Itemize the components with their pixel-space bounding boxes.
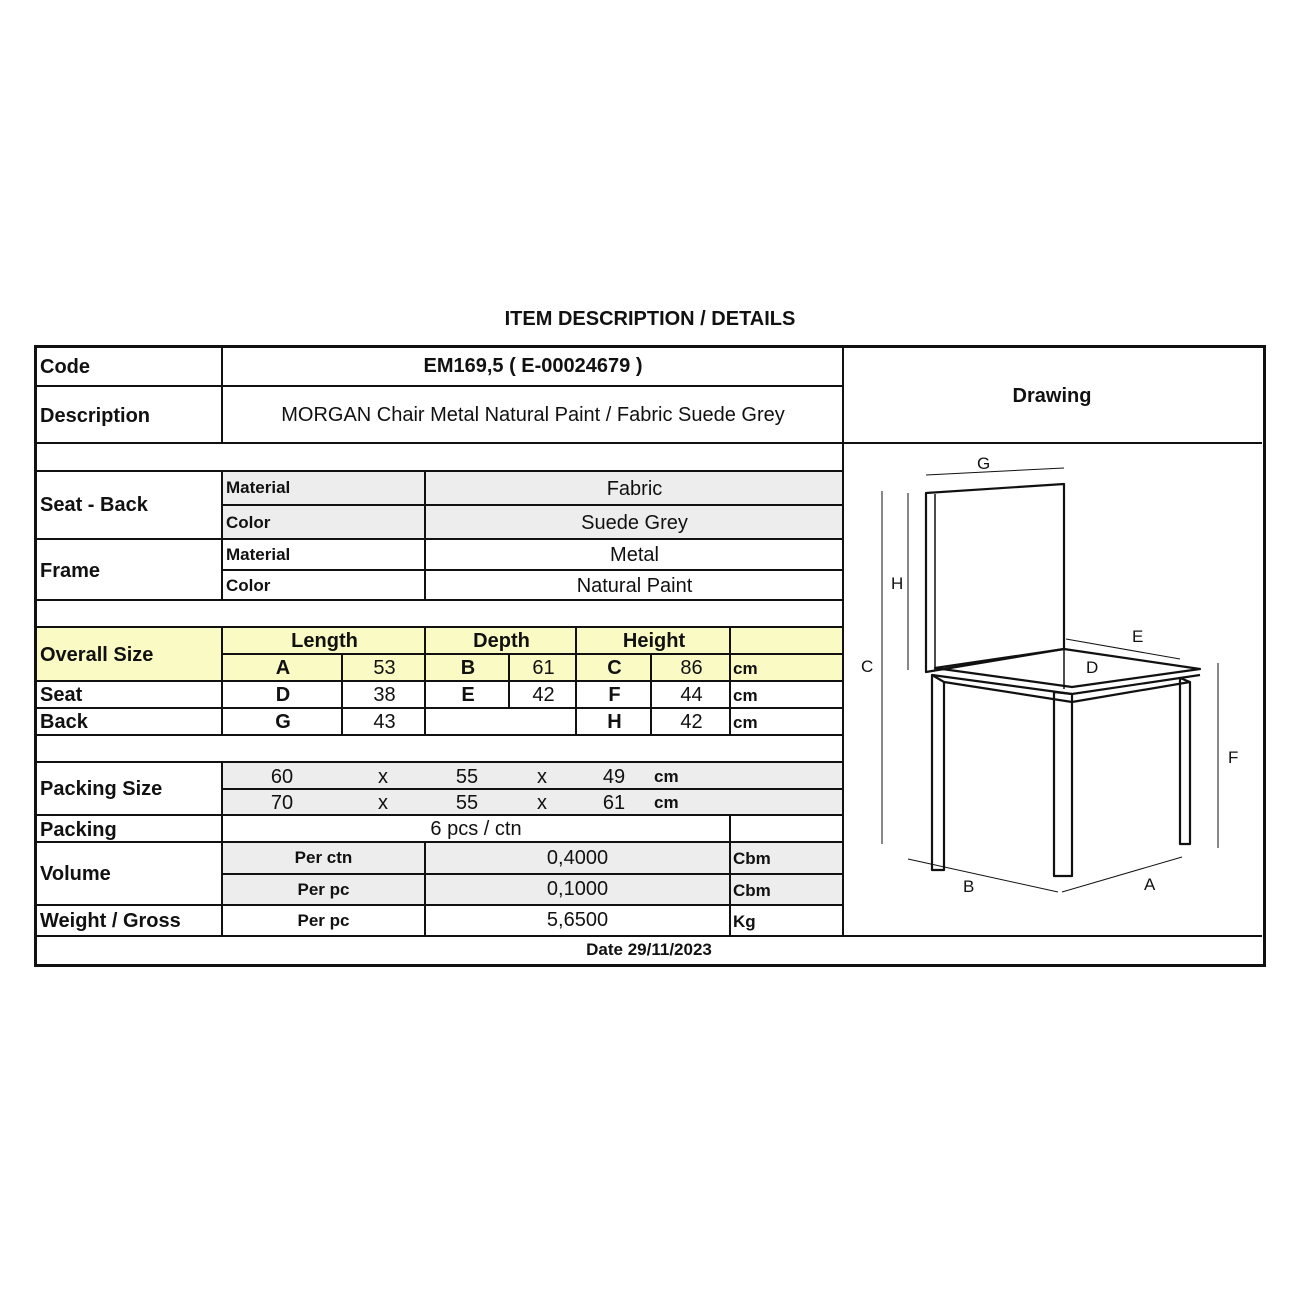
pack1-x2: x [537,766,547,788]
back-unit: cm [733,713,758,732]
seat-dims-label: Seat [40,684,83,706]
pack2-x1: x [378,792,388,814]
code-value: EM169,5 ( E-00024679 ) [423,355,643,377]
overall-c-value: 86 [680,657,703,679]
seat-material-label: Material [226,478,291,497]
seat-back-label: Seat - Back [40,494,148,516]
pack1-height: 49 [602,766,626,788]
overall-a-letter: A [275,657,291,679]
drawing-label: Drawing [1012,385,1092,407]
volume-per-ctn-label: Per ctn [294,848,353,867]
volume-label: Volume [40,863,111,885]
date-footer: Date 29/11/2023 [586,940,712,959]
weight-unit: Kg [733,912,756,931]
overall-b-value: 61 [532,657,555,679]
drawing-letter-d: D [1086,658,1099,677]
back-h-value: 42 [680,711,703,733]
frame-color-label: Color [226,576,271,595]
pack2-x2: x [537,792,547,814]
drawing-letter-f: F [1228,748,1239,767]
overall-a-value: 53 [373,657,396,679]
back-g-value: 43 [373,711,396,733]
back-h-letter: H [607,711,622,733]
chair-leg-front-right [1180,678,1190,844]
back-dims-label: Back [40,711,88,733]
pack1-x1: x [378,766,388,788]
seat-d-letter: D [275,684,291,706]
overall-b-letter: B [460,657,476,679]
pack1-length: 60 [270,766,294,788]
seat-f-value: 44 [680,684,703,706]
document-title: ITEM DESCRIPTION / DETAILS [504,308,796,330]
chair-leg-back-left [932,675,944,870]
drawing-letter-c: C [861,657,874,676]
drawing-letter-a: A [1144,875,1156,894]
seat-d-value: 38 [373,684,396,706]
seat-color-value: Suede Grey [581,512,688,534]
pack2-width: 55 [455,792,479,814]
frame-color-value: Natural Paint [576,575,693,597]
seat-material-value: Fabric [606,478,663,500]
pack1-unit: cm [654,767,679,786]
description-value: MORGAN Chair Metal Natural Paint / Fabric Suede Grey [281,404,785,426]
overall-size-label: Overall Size [40,644,154,666]
frame-material-value: Metal [610,544,659,566]
weight-value: 5,6500 [546,909,609,931]
pack2-unit: cm [654,793,679,812]
packing-size-label: Packing Size [40,778,163,800]
seat-e-letter: E [461,684,475,706]
drawing-letter-g: G [977,454,991,473]
code-label: Code [40,356,90,378]
weight-per-pc-label: Per pc [297,911,350,930]
depth-header: Depth [473,630,530,652]
height-header: Height [622,630,686,652]
seat-e-value: 42 [532,684,555,706]
drawing-letter-e: E [1132,627,1144,646]
packing-value: 6 pcs / ctn [430,818,522,840]
length-header: Length [291,630,358,652]
back-g-letter: G [275,711,291,733]
drawing-letter-h: H [891,574,904,593]
frame-label: Frame [40,560,101,582]
volume-per-ctn-unit: Cbm [733,849,771,868]
chair-leg-front-mid [1054,692,1072,876]
pack1-width: 55 [455,766,479,788]
pack2-height: 61 [602,792,626,814]
overall-c-letter: C [607,657,622,679]
volume-per-pc-unit: Cbm [733,881,771,900]
volume-per-pc-label: Per pc [297,880,350,899]
drawing-letter-b: B [963,877,975,896]
frame-material-label: Material [226,545,291,564]
chair-backrest [926,484,1064,672]
seat-unit: cm [733,686,758,705]
seat-f-letter: F [608,684,621,706]
description-label: Description [40,405,151,427]
volume-per-pc-value: 0,1000 [546,878,609,900]
pack2-length: 70 [270,792,294,814]
weight-label: Weight / Gross [40,910,181,932]
overall-unit: cm [733,659,758,678]
volume-per-ctn-value: 0,4000 [546,847,609,869]
chair-drawing [844,444,1260,935]
packing-label: Packing [40,819,117,841]
seat-color-label: Color [226,513,271,532]
